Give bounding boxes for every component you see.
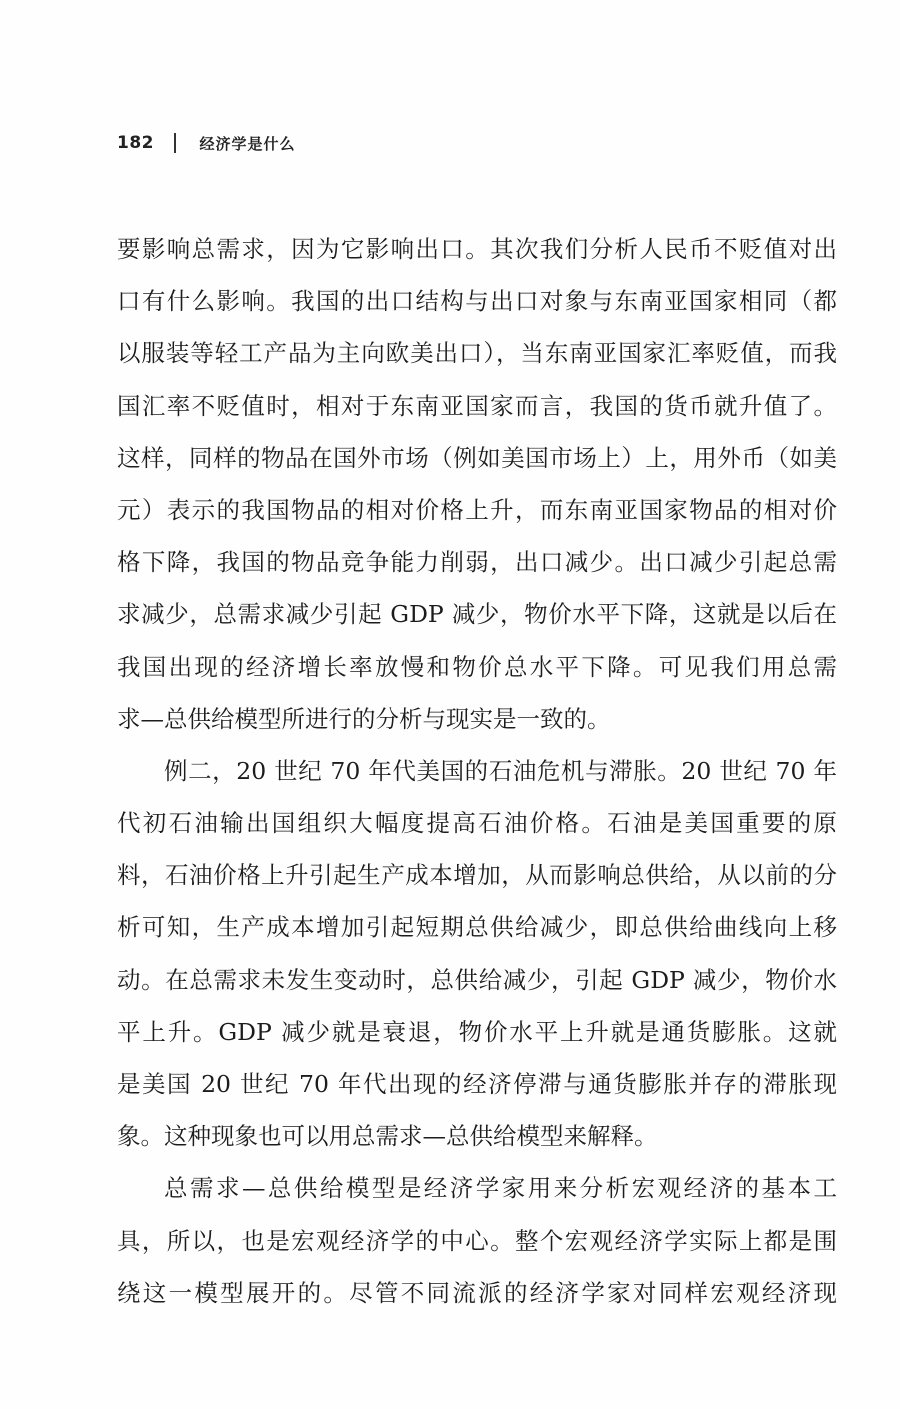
body-text [117,223,837,1319]
text-line: 口有什么影响。我国的出口结构与出口对象与东南亚国家相同（都 [117,287,837,316]
text-line: 总需求—总供给模型是经济学家用来分析宏观经济的基本工 [164,1174,837,1203]
text-line: 格下降，我国的物品竞争能力削弱，出口减少。出口减少引起总需 [117,548,837,577]
header-divider [174,133,176,153]
page-number: 182 [117,133,154,153]
text-line: 料，石油价格上升引起生产成本增加，从而影响总供给，从以前的分 [117,861,837,890]
text-line: 以服装等轻工产品为主向欧美出口），当东南亚国家汇率贬值，而我 [117,339,837,368]
text-line: 动。在总需求未发生变动时，总供给减少，引起 GDP 减少，物价水 [117,965,837,994]
text-line: 这样，同样的物品在国外市场（例如美国市场上）上，用外币（如美 [117,443,837,472]
running-header [117,128,296,158]
text-line: 析可知，生产成本增加引起短期总供给减少，即总供给曲线向上移 [117,913,837,942]
text-line: 要影响总需求，因为它影响出口。其次我们分析人民币不贬值对出 [117,235,837,263]
text-line: 绕这一模型展开的。尽管不同流派的经济学家对同样宏观经济现 [117,1278,837,1307]
text-line: 求减少，总需求减少引起 GDP 减少，物价水平下降，这就是以后在 [117,600,837,629]
text-line: 象。这种现象也可以用总需求—总供给模型来解释。 [117,1122,658,1151]
text-line: 例二，20 世纪 70 年代美国的石油危机与滞胀。20 世纪 70 年 [164,756,837,785]
text-line: 求—总供给模型所进行的分析与现实是一致的。 [117,704,611,733]
text-line: 代初石油输出国组织大幅度提高石油价格。石油是美国重要的原 [117,809,837,838]
text-line: 具，所以，也是宏观经济学的中心。整个宏观经济学实际上都是围 [117,1226,837,1255]
text-line: 我国出现的经济增长率放慢和物价总水平下降。可见我们用总需 [117,652,837,681]
book-title: 经济学是什么 [199,134,296,153]
text-line: 是美国 20 世纪 70 年代出现的经济停滞与通货膨胀并存的滞胀现 [117,1070,837,1098]
text-line: 元）表示的我国物品的相对价格上升，而东南亚国家物品的相对价 [117,495,837,524]
text-line: 平上升。GDP 减少就是衰退，物价水平上升就是通货膨胀。这就 [117,1017,837,1046]
text-line: 国汇率不贬值时，相对于东南亚国家而言，我国的货币就升值了。 [117,391,837,420]
